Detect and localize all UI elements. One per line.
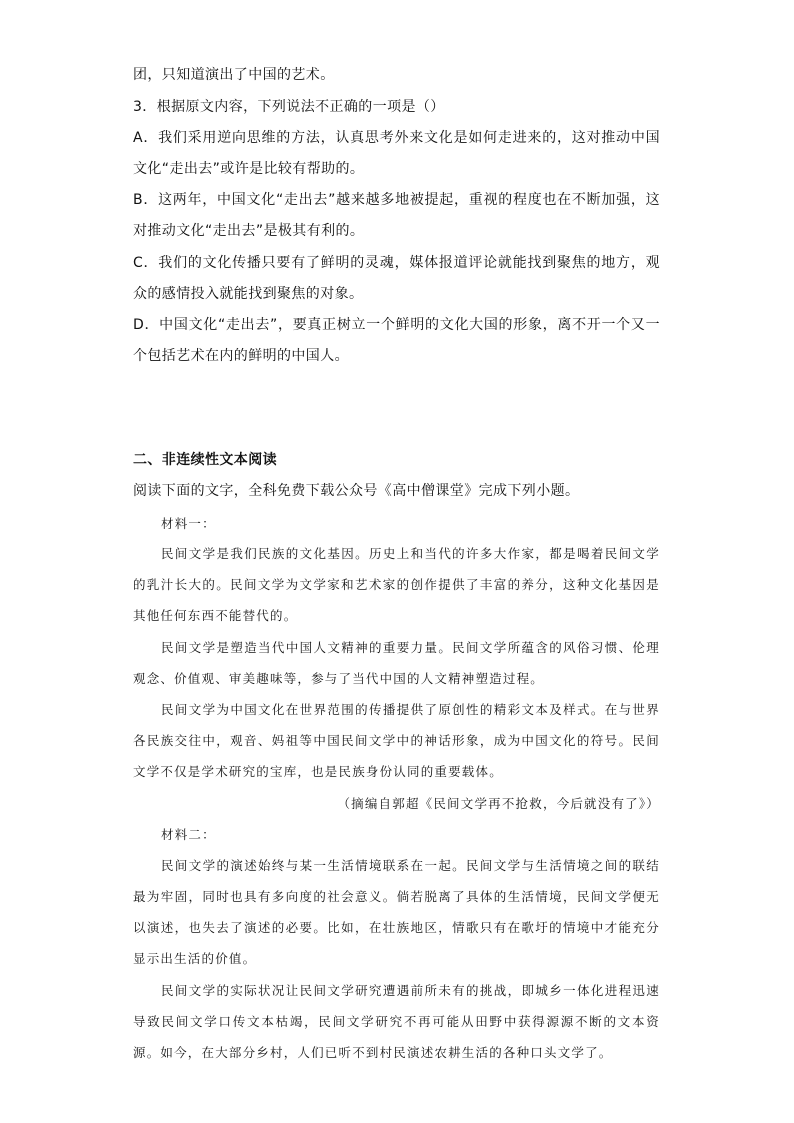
material-1-paragraph: 民间文学是塑造当代中国人文精神的重要力量。民间文学所蕴含的风俗习惯、伦理观念、价值观、审美趣味等，参与了当代中国的人文精神塑造过程。 (133, 640, 660, 686)
section-heading: 二、非连续性文本阅读 (133, 452, 277, 468)
material-2-paragraph: 民间文学的实际状况让民间文学研究遭遇前所未有的挑战，即城乡一体化进程迅速导致民间文学口传文本枯竭，民间文学研究不再可能从田野中获得源源不断的文本资源。如今，在大部分乡村，人们已听不到村民演述农耕生活的各种口头文学了。 (133, 983, 660, 1060)
material-2-paragraph: 民间文学的演述始终与某一生活情境联系在一起。民间文学与生活情境之间的联结最为牢固，同时也具有多向度的社会意义。倘若脱离了具体的生活情境，民间文学便无以演述，也失去了演述的必要。比如，在壮族地区，情歌只有在歌圩的情境中才能充分显示出生活的价值。 (133, 858, 660, 966)
option-d: D．中国文化“走出去”，要真正树立一个鲜明的文化大国的形象，离不开一个又一个包括艺术在内的鲜明的中国人。 (133, 317, 660, 364)
material-1-source: （摘编自郭超《民间文学再不抢救，今后就没有了》） (337, 796, 660, 811)
question-3-stem: 3．根据原文内容，下列说法不正确的一项是（） (133, 99, 445, 115)
option-a: A．我们采用逆向思维的方法，认真思考外来文化是如何走进来的，这对推动中国文化“走出去”或许是比较有帮助的。 (133, 130, 660, 177)
section-intro: 阅读下面的文字，全科免费下载公众号《高中僧课堂》完成下列小题。 (133, 483, 580, 499)
material-1-label: 材料一： (161, 516, 216, 531)
material-2-label: 材料二： (161, 827, 216, 842)
option-b: B．这两年，中国文化“走出去”越来越多地被提起，重视的程度也在不断加强，这对推动文化“走出去”是极其有利的。 (133, 192, 660, 239)
material-1-paragraph: 民间文学为中国文化在世界范围的传播提供了原创性的精彩文本及样式。在与世界各民族交往中，观音、妈祖等中国民间文学中的神话形象，成为中国文化的符号。民间文学不仅是学术研究的宝库，也是民族身份认同的重要载体。 (133, 702, 660, 779)
previous-text-line: 团，只知道演出了中国的艺术。 (133, 67, 335, 83)
option-c: C．我们的文化传播只要有了鲜明的灵魂，媒体报道评论就能找到聚焦的地方，观众的感情投入就能找到聚焦的对象。 (133, 255, 660, 302)
material-1-paragraph: 民间文学是我们民族的文化基因。历史上和当代的许多大作家，都是喝着民间文学的乳汁长大的。民间文学为文学家和艺术家的创作提供了丰富的养分，这种文化基因是其他任何东西不能替代的。 (133, 546, 660, 623)
